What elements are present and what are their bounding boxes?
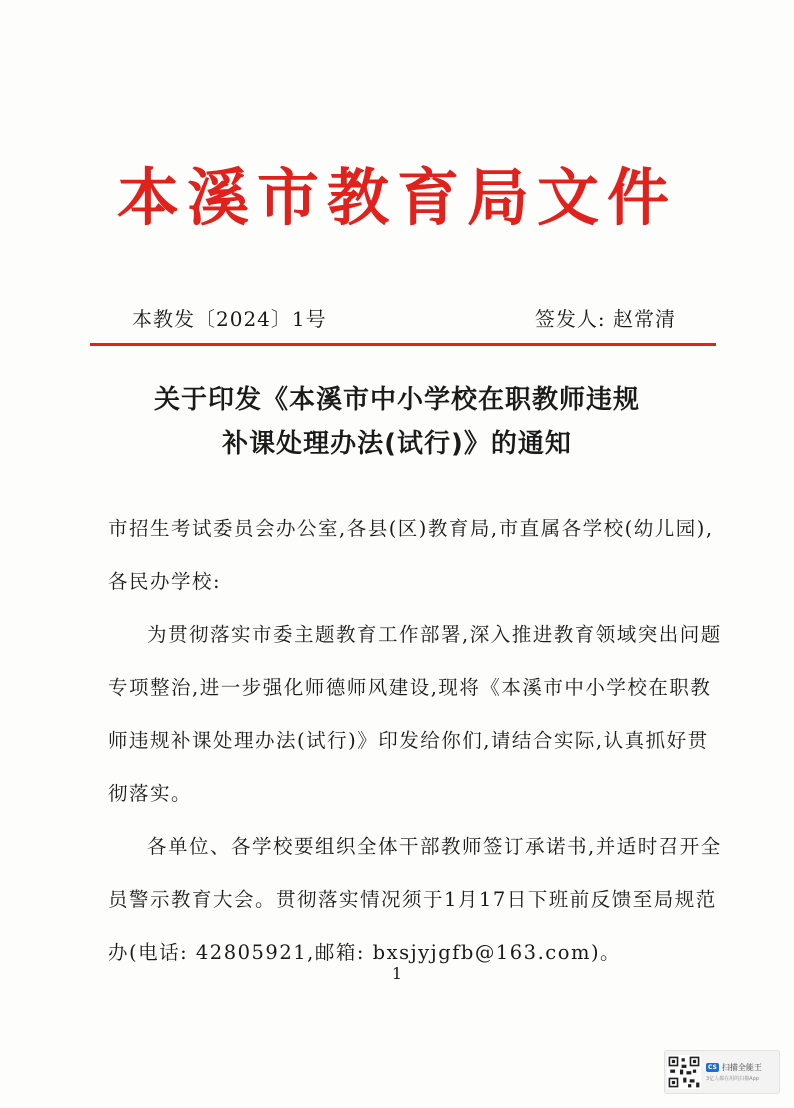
body-paragraph-1: 为贯彻落实市委主题教育工作部署,深入推进教育领域突出问题专项整治,进一步强化师德师风建设,现将《本溪市中小学校在职教师违规补课处理办法(试行)》印发给你们,请结合实际,认真抓好贯彻落实。 — [108, 623, 722, 805]
notice-title-line-1: 关于印发《本溪市中小学校在职教师违规 — [153, 385, 640, 415]
body-paragraph-2: 各单位、各学校要组织全体干部教师签订承诺书,并适时召开全员警示教育大会。贯彻落实情况须于1月17日下班前反馈至局规范办(电话: 42805921,邮箱: bxsjyjgfb@163.com)。 — [108, 835, 722, 964]
notice-title-line-2: 补课处理办法(试行)》的通知 — [222, 429, 572, 459]
watermark-subtitle: 3亿人都在用的扫描App — [706, 1076, 759, 1082]
notice-title — [0, 378, 794, 466]
document-number: 本教发〔2024〕1号 — [132, 307, 327, 331]
page-number: 1 — [391, 964, 403, 983]
watermark-brand: 扫描全能王 — [721, 1063, 762, 1072]
document-signer: 签发人: 赵常清 — [534, 307, 676, 331]
camscanner-logo: CS — [708, 1064, 717, 1071]
recipients-paragraph: 市招生考试委员会办公室,各县(区)教育局,市直属各学校(幼儿园),各民办学校: — [108, 517, 714, 593]
document-masthead: 本溪市教育局文件 — [116, 161, 677, 234]
red-divider-line — [90, 343, 716, 346]
scanner-watermark — [664, 1050, 780, 1094]
notice-body — [108, 502, 728, 979]
watermark-text — [706, 1062, 762, 1082]
qr-code-icon — [667, 1055, 701, 1089]
